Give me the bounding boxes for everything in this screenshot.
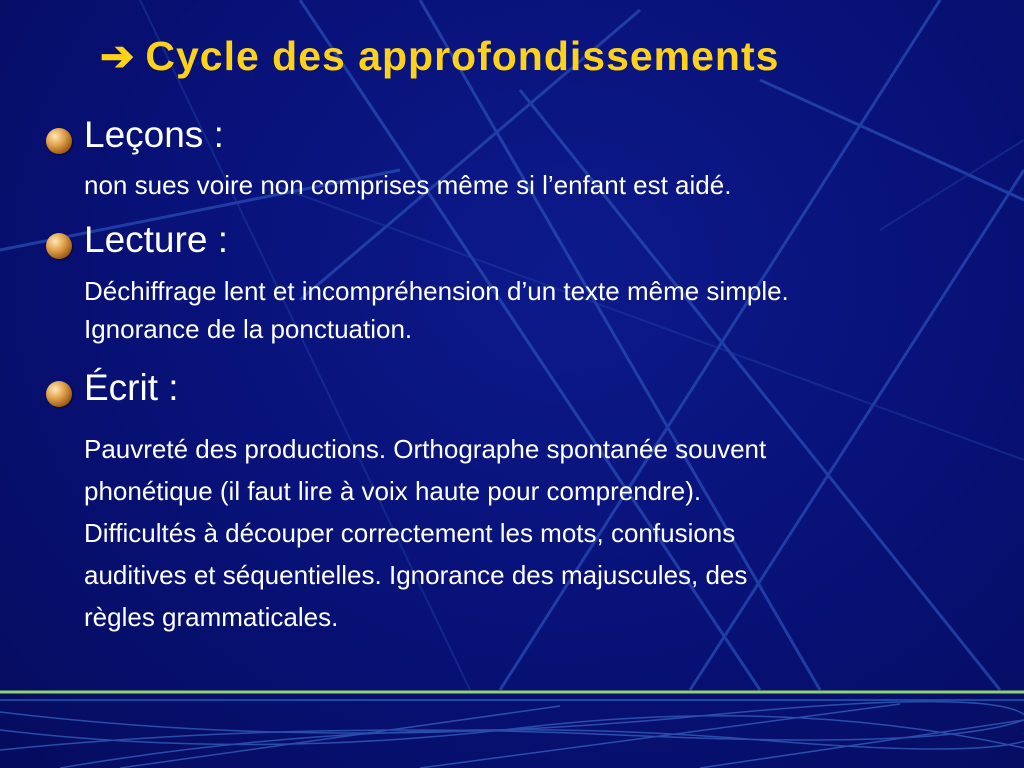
body-line: Difficultés à découper correctement les mots, confusions — [84, 518, 736, 548]
section-body-ecrit — [84, 428, 766, 638]
bullet-icon — [46, 381, 72, 407]
section-heading-ecrit: Écrit : — [84, 367, 179, 408]
arrow-right-icon: ➔ — [100, 33, 136, 79]
bullet-icon — [46, 233, 72, 259]
section-heading-lecons: Leçons : — [84, 114, 224, 155]
body-line: Ignorance de la ponctuation. — [84, 314, 413, 344]
section-body-lecons — [84, 166, 731, 204]
slide-title-text: Cycle des approfondissements — [145, 33, 780, 79]
body-line: règles grammaticales. — [84, 602, 339, 632]
body-line: auditives et séquentielles. Ignorance des majuscules, des — [84, 560, 748, 590]
section-heading-lecture: Lecture : — [84, 219, 228, 260]
bullet-icon — [46, 128, 72, 154]
body-line: non sues voire non comprises même si l’enfant est aidé. — [84, 170, 732, 200]
body-line: phonétique (il faut lire à voix haute pour comprendre). — [84, 476, 702, 506]
slide-title — [100, 32, 779, 80]
body-line: Pauvreté des productions. Orthographe spontanée souvent — [84, 434, 767, 464]
footer-decoration — [0, 690, 1024, 768]
section-body-lecture — [84, 272, 789, 348]
body-line: Déchiffrage lent et incompréhension d’un texte même simple. — [84, 276, 789, 306]
